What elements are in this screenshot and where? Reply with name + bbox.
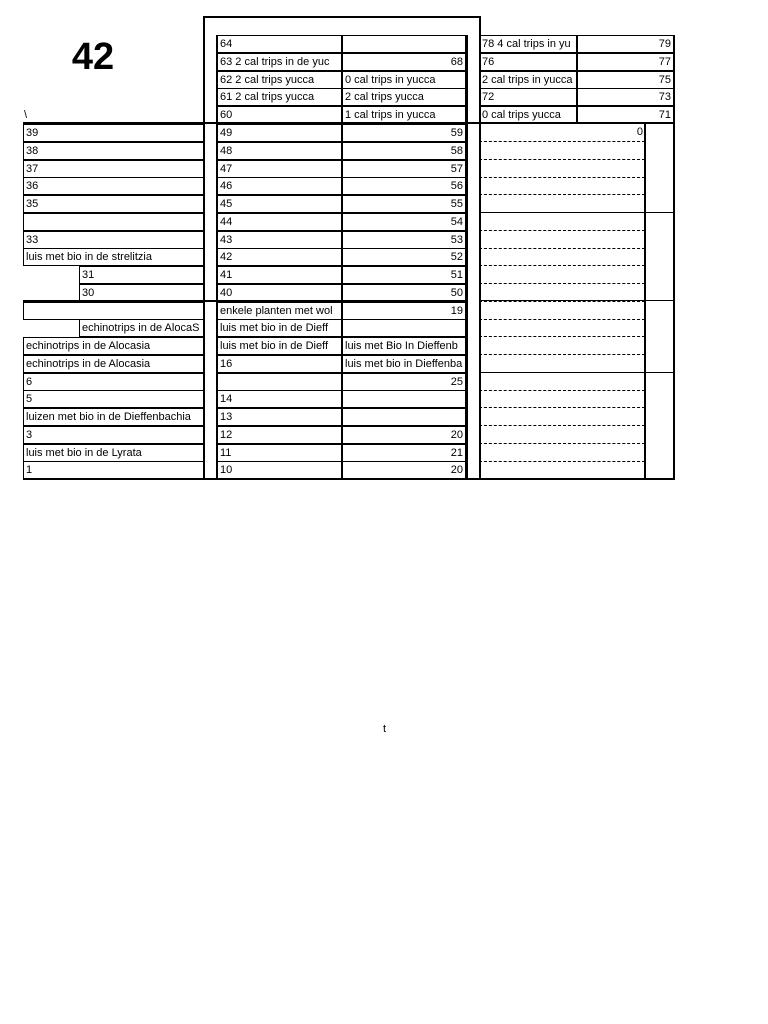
dashed-cell-r2 bbox=[479, 160, 645, 178]
mid-cell-r14 bbox=[217, 373, 342, 391]
mid-cell-r12: luis met bio in de Dieff bbox=[217, 337, 342, 355]
left-cell-r5 bbox=[23, 213, 204, 231]
top-cell-r4-c2: 0 cal trips yucca bbox=[479, 106, 577, 124]
dashed-cell-r1 bbox=[479, 142, 645, 160]
left-cell-r15: 5 bbox=[23, 390, 204, 408]
top-cell-r1-c0: 63 2 cal trips in de yuc bbox=[217, 53, 342, 71]
top-cell-r0-c1 bbox=[342, 35, 466, 53]
top-cell-r0-c2: 78 4 cal trips in yu bbox=[479, 35, 577, 53]
mid-cell-r10: enkele planten met wol bbox=[217, 302, 342, 320]
dashed-cell-r13 bbox=[479, 355, 645, 373]
mid-cell-r9: 40 bbox=[217, 284, 342, 302]
dashed-cell-r18 bbox=[479, 444, 645, 462]
right-cell-r15 bbox=[342, 390, 466, 408]
mid-cell-r15: 14 bbox=[217, 390, 342, 408]
left-cell-r17: 3 bbox=[23, 426, 204, 444]
left-cell-r3: 36 bbox=[23, 177, 204, 195]
right-cell-r2: 57 bbox=[342, 160, 466, 178]
mid-cell-r3: 46 bbox=[217, 177, 342, 195]
right-cell-r9: 50 bbox=[342, 284, 466, 302]
outer-right-line bbox=[673, 35, 675, 480]
group-line-1 bbox=[481, 212, 674, 213]
dashed-cell-r17 bbox=[479, 426, 645, 444]
left-cell-r6: 33 bbox=[23, 231, 204, 249]
right-cell-r14: 25 bbox=[342, 373, 466, 391]
dashed-cell-r11 bbox=[479, 319, 645, 337]
left-cell-r10 bbox=[23, 302, 204, 320]
top-cell-r1-c3: 77 bbox=[577, 53, 674, 71]
col-e-line bbox=[644, 124, 646, 480]
top-cell-r4-c1: 1 cal trips in yucca bbox=[342, 106, 466, 124]
top-cell-r2-c1: 0 cal trips in yucca bbox=[342, 71, 466, 89]
frame-right-line bbox=[479, 16, 481, 480]
right-cell-r5: 54 bbox=[342, 213, 466, 231]
right-cell-r19: 20 bbox=[342, 461, 466, 479]
dashed-cell-r0: 0 bbox=[479, 124, 645, 142]
mid-cell-r7: 42 bbox=[217, 248, 342, 266]
mid-cell-r17: 12 bbox=[217, 426, 342, 444]
dashed-cell-r19 bbox=[479, 461, 645, 479]
group-line-3 bbox=[481, 372, 674, 373]
bottom-line bbox=[23, 478, 675, 480]
mid-cell-r1: 48 bbox=[217, 142, 342, 160]
mid-cell-r2: 47 bbox=[217, 160, 342, 178]
left-cell-r12: echinotrips in de Alocasia bbox=[23, 337, 204, 355]
frame-left-line bbox=[203, 16, 205, 480]
dashed-cell-r6 bbox=[479, 231, 645, 249]
left-cell-r9: 30 bbox=[79, 284, 204, 302]
right-cell-r16 bbox=[342, 408, 466, 426]
top-cell-r3-c2: 72 bbox=[479, 88, 577, 106]
mid-cell-r19: 10 bbox=[217, 461, 342, 479]
top-cell-r1-c1: 68 bbox=[342, 53, 466, 71]
group-line-2 bbox=[481, 300, 674, 301]
right-cell-r7: 52 bbox=[342, 248, 466, 266]
right-cell-r17: 20 bbox=[342, 426, 466, 444]
left-cell-r13: echinotrips in de Alocasia bbox=[23, 355, 204, 373]
top-cell-r2-c0: 62 2 cal trips yucca bbox=[217, 71, 342, 89]
dashed-cell-r5 bbox=[479, 213, 645, 231]
dashed-cell-r4 bbox=[479, 195, 645, 213]
left-cell-r4: 35 bbox=[23, 195, 204, 213]
title-number: 42 bbox=[71, 36, 115, 78]
dashed-cell-r3 bbox=[479, 177, 645, 195]
left-cell-r2: 37 bbox=[23, 160, 204, 178]
dashed-cell-r7 bbox=[479, 248, 645, 266]
dashed-cell-r8 bbox=[479, 266, 645, 284]
top-cell-r3-c0: 61 2 cal trips yucca bbox=[217, 88, 342, 106]
dashed-cell-r10 bbox=[479, 302, 645, 320]
top-cell-r3-c3: 73 bbox=[577, 88, 674, 106]
right-cell-r10: 19 bbox=[342, 302, 466, 320]
right-cell-r11 bbox=[342, 319, 466, 337]
left-cell-r14: 6 bbox=[23, 373, 204, 391]
left-cell-r16: luizen met bio in de Dieffenbachia bbox=[23, 408, 204, 426]
left-cell-r1: 38 bbox=[23, 142, 204, 160]
left-cell-r19: 1 bbox=[23, 461, 204, 479]
stray-letter: t bbox=[383, 723, 387, 735]
dashed-cell-r12 bbox=[479, 337, 645, 355]
mid-cell-r4: 45 bbox=[217, 195, 342, 213]
top-cell-r1-c2: 76 bbox=[479, 53, 577, 71]
right-cell-r1: 58 bbox=[342, 142, 466, 160]
mid-cell-r18: 11 bbox=[217, 444, 342, 462]
right-cell-r0: 59 bbox=[342, 124, 466, 142]
top-cell-r3-c1: 2 cal trips yucca bbox=[342, 88, 466, 106]
right-cell-r12: luis met Bio In Dieffenb bbox=[342, 337, 466, 355]
col-b-line bbox=[216, 35, 218, 480]
frame-top-line bbox=[203, 16, 481, 18]
mid-cell-r6: 43 bbox=[217, 231, 342, 249]
dashed-cell-r16 bbox=[479, 408, 645, 426]
left-cell-r8: 31 bbox=[79, 266, 204, 284]
dashed-cell-r15 bbox=[479, 390, 645, 408]
right-cell-r3: 56 bbox=[342, 177, 466, 195]
right-cell-r8: 51 bbox=[342, 266, 466, 284]
left-cell-r18: luis met bio in de Lyrata bbox=[23, 444, 204, 462]
mid-cell-r5: 44 bbox=[217, 213, 342, 231]
left-cell-r0: 39 bbox=[23, 124, 204, 142]
right-cell-r18: 21 bbox=[342, 444, 466, 462]
mid-divider-line bbox=[23, 300, 468, 302]
dashed-cell-r14 bbox=[479, 373, 645, 391]
main-top-line bbox=[23, 122, 675, 124]
mid-cell-r8: 41 bbox=[217, 266, 342, 284]
top-cell-r4-c0: 60 bbox=[217, 106, 342, 124]
right-cell-r6: 53 bbox=[342, 231, 466, 249]
mid-cell-r0: 49 bbox=[217, 124, 342, 142]
left-cell-r11: echinotrips in de AlocaS bbox=[79, 319, 204, 337]
right-cell-r4: 55 bbox=[342, 195, 466, 213]
top-cell-r0-c3: 79 bbox=[577, 35, 674, 53]
stray-backslash: \ bbox=[24, 109, 28, 121]
mid-cell-r11: luis met bio in de Dieff bbox=[217, 319, 342, 337]
top-cell-r2-c3: 75 bbox=[577, 71, 674, 89]
top-cell-r2-c2: 2 cal trips in yucca bbox=[479, 71, 577, 89]
frame-inner-line bbox=[466, 35, 468, 480]
top-cell-r4-c3: 71 bbox=[577, 106, 674, 124]
left-cell-r7: luis met bio in de strelitzia bbox=[23, 248, 204, 266]
mid-cell-r13: 16 bbox=[217, 355, 342, 373]
mid-cell-r16: 13 bbox=[217, 408, 342, 426]
top-cell-r0-c0: 64 bbox=[217, 35, 342, 53]
right-cell-r13: luis met bio in Dieffenba bbox=[342, 355, 466, 373]
